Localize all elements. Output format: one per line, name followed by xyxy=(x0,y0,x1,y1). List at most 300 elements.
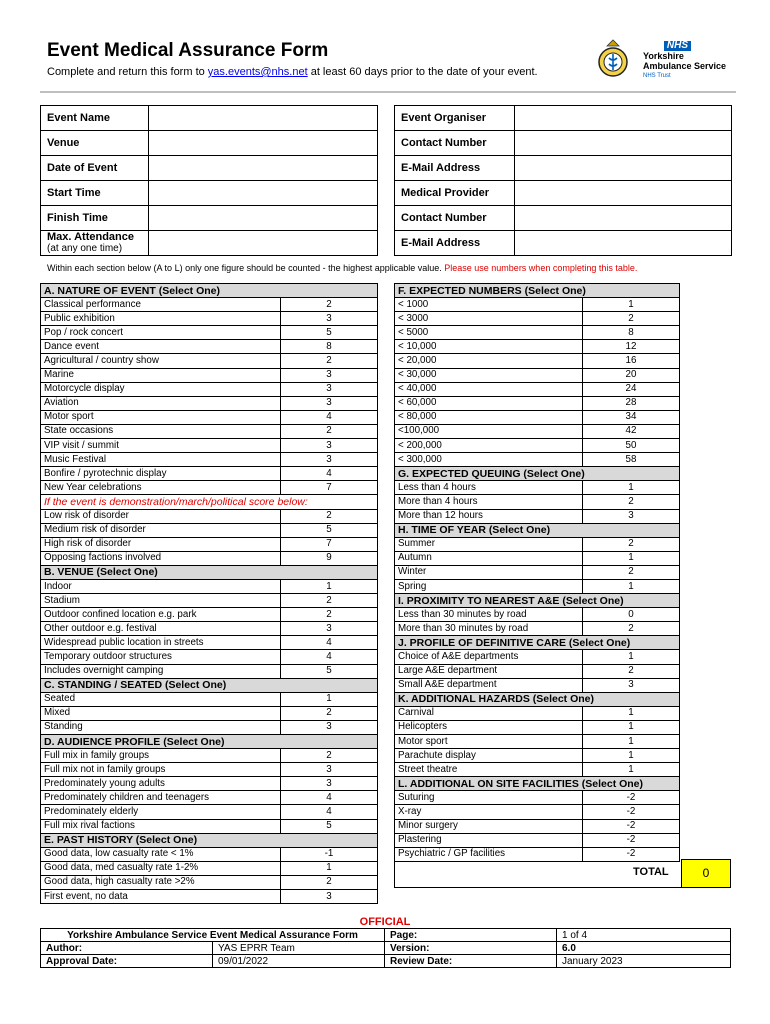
score-option-value[interactable]: 4 xyxy=(281,650,378,664)
header-divider xyxy=(40,91,736,93)
field-label-text: Event Organiser xyxy=(401,112,486,124)
event-field-input[interactable] xyxy=(149,181,378,206)
footer-approval-label: Approval Date: xyxy=(41,955,213,968)
score-option-value[interactable]: 2 xyxy=(281,875,378,889)
score-option-label: Opposing factions involved xyxy=(41,551,281,565)
score-row xyxy=(41,763,378,777)
score-row xyxy=(41,537,378,551)
score-option-value[interactable]: 50 xyxy=(583,439,680,453)
score-option-label: Music Festival xyxy=(41,453,281,467)
score-option-label: Motor sport xyxy=(395,735,583,749)
score-option-label: Suturing xyxy=(395,791,583,805)
score-option-label: Psychiatric / GP facilities xyxy=(395,847,583,861)
score-option-value[interactable]: 1 xyxy=(583,298,680,312)
score-option-label: Mixed xyxy=(41,706,281,720)
section-note: If the event is demonstration/march/political score below: xyxy=(41,495,378,509)
score-option-label: Full mix rival factions xyxy=(41,819,281,833)
score-option-value[interactable]: 2 xyxy=(583,537,680,551)
total-value[interactable]: 0 xyxy=(681,859,731,888)
score-option-value[interactable]: 34 xyxy=(583,410,680,424)
score-row xyxy=(41,396,378,410)
footer-page-label: Page: xyxy=(385,929,557,942)
score-option-label: Autumn xyxy=(395,551,583,565)
section-header: H. TIME OF YEAR (Select One) xyxy=(395,523,680,537)
score-option-label: < 30,000 xyxy=(395,368,583,382)
section-header: J. PROFILE OF DEFINITIVE CARE (Select One) xyxy=(395,636,680,650)
score-row xyxy=(41,875,378,889)
section-header: F. EXPECTED NUMBERS (Select One) xyxy=(395,284,680,298)
score-row xyxy=(41,791,378,805)
score-option-label: Includes overnight camping xyxy=(41,664,281,678)
info-row xyxy=(395,231,732,256)
score-row xyxy=(395,354,680,368)
score-row xyxy=(395,833,680,847)
score-option-label: Standing xyxy=(41,720,281,734)
score-row xyxy=(41,382,378,396)
score-option-value[interactable]: 1 xyxy=(583,706,680,720)
section-header: C. STANDING / SEATED (Select One) xyxy=(41,678,378,692)
score-option-value[interactable]: -2 xyxy=(583,791,680,805)
score-option-label: Medium risk of disorder xyxy=(41,523,281,537)
score-option-value[interactable]: 1 xyxy=(583,481,680,495)
score-option-label: Summer xyxy=(395,537,583,551)
score-option-label: First event, no data xyxy=(41,890,281,904)
score-row xyxy=(41,354,378,368)
score-option-value[interactable]: 2 xyxy=(583,622,680,636)
section-header: I. PROXIMITY TO NEAREST A&E (Select One) xyxy=(395,594,680,608)
score-row xyxy=(41,481,378,495)
score-option-label: X-ray xyxy=(395,805,583,819)
score-row xyxy=(41,847,378,861)
score-option-value[interactable]: -1 xyxy=(281,847,378,861)
score-option-value[interactable]: 3 xyxy=(281,777,378,791)
field-label-text: Max. Attendance xyxy=(47,231,135,243)
instructions-text: Within each section below (A to L) only one figure should be counted - the highest applicable value. xyxy=(47,263,442,273)
score-row xyxy=(41,594,378,608)
subtitle-text-after: at least 60 days prior to the date of your event. xyxy=(307,66,538,78)
score-option-value[interactable]: 1 xyxy=(281,861,378,875)
score-row xyxy=(41,861,378,875)
score-option-value[interactable]: 8 xyxy=(281,340,378,354)
score-option-value[interactable]: -2 xyxy=(583,847,680,861)
score-row xyxy=(41,326,378,340)
official-marking: OFFICIAL xyxy=(359,916,411,928)
score-option-label: Predominately children and teenagers xyxy=(41,791,281,805)
section-header-row xyxy=(395,467,680,481)
field-label-text: Date of Event xyxy=(47,162,118,174)
score-row xyxy=(41,523,378,537)
score-option-value[interactable]: 9 xyxy=(281,551,378,565)
info-row xyxy=(395,206,732,231)
score-option-value[interactable]: 1 xyxy=(281,579,378,593)
score-option-label: Dance event xyxy=(41,340,281,354)
score-row xyxy=(41,650,378,664)
score-option-label: Motor sport xyxy=(41,410,281,424)
field-label-text: Medical Provider xyxy=(401,187,490,199)
score-option-value[interactable]: 1 xyxy=(583,650,680,664)
organiser-field-label xyxy=(395,131,515,156)
score-option-value[interactable]: 2 xyxy=(281,706,378,720)
score-option-value[interactable]: 4 xyxy=(281,791,378,805)
score-option-value[interactable]: 1 xyxy=(583,579,680,593)
score-row xyxy=(395,424,680,438)
score-option-value[interactable]: 2 xyxy=(583,495,680,509)
score-row xyxy=(41,410,378,424)
event-field-label xyxy=(41,106,149,131)
score-row xyxy=(395,622,680,636)
logo-line-1: Yorkshire xyxy=(643,51,684,61)
score-option-value[interactable]: 4 xyxy=(281,410,378,424)
score-option-label: More than 30 minutes by road xyxy=(395,622,583,636)
section-header: L. ADDITIONAL ON SITE FACILITIES (Select One) xyxy=(395,777,680,791)
score-row xyxy=(395,805,680,819)
section-note-row xyxy=(41,495,378,509)
score-row xyxy=(395,382,680,396)
score-option-label: State occasions xyxy=(41,424,281,438)
score-row xyxy=(41,439,378,453)
section-header: E. PAST HISTORY (Select One) xyxy=(41,833,378,847)
event-field-label xyxy=(41,206,149,231)
event-field-input[interactable] xyxy=(149,231,378,256)
score-option-value[interactable]: -2 xyxy=(583,805,680,819)
event-field-label xyxy=(41,181,149,206)
sections-f-to-l-table xyxy=(394,283,680,862)
score-row xyxy=(41,636,378,650)
footer-author-label: Author: xyxy=(41,942,213,955)
score-option-label: Agricultural / country show xyxy=(41,354,281,368)
score-option-label: Outdoor confined location e.g. park xyxy=(41,608,281,622)
score-option-label: Bonfire / pyrotechnic display xyxy=(41,467,281,481)
form-subtitle xyxy=(47,66,538,78)
score-option-value[interactable]: 58 xyxy=(583,453,680,467)
field-label-text: Start Time xyxy=(47,187,101,199)
score-option-label: Plastering xyxy=(395,833,583,847)
score-option-value[interactable]: 2 xyxy=(583,312,680,326)
score-option-label: More than 4 hours xyxy=(395,495,583,509)
score-option-label: Marine xyxy=(41,368,281,382)
score-option-label: Motorcycle display xyxy=(41,382,281,396)
score-option-value[interactable]: 1 xyxy=(281,692,378,706)
score-option-value[interactable]: 42 xyxy=(583,424,680,438)
score-option-label: Helicopters xyxy=(395,720,583,734)
organiser-field-input[interactable] xyxy=(515,181,732,206)
organiser-field-label xyxy=(395,181,515,206)
score-option-value[interactable]: 2 xyxy=(281,509,378,523)
info-row xyxy=(41,181,378,206)
form-title: Event Medical Assurance Form xyxy=(47,40,329,61)
score-option-label: Less than 4 hours xyxy=(395,481,583,495)
score-row xyxy=(395,537,680,551)
score-row xyxy=(41,664,378,678)
score-row xyxy=(395,678,680,692)
field-label-text: Finish Time xyxy=(47,212,108,224)
score-option-value[interactable]: 1 xyxy=(583,763,680,777)
score-option-value[interactable]: 2 xyxy=(583,664,680,678)
score-option-label: Predominately young adults xyxy=(41,777,281,791)
score-option-label: < 300,000 xyxy=(395,453,583,467)
score-option-label: Classical performance xyxy=(41,298,281,312)
score-row xyxy=(395,608,680,622)
score-option-label: Minor surgery xyxy=(395,819,583,833)
score-row xyxy=(395,495,680,509)
score-row xyxy=(395,340,680,354)
score-option-label: < 1000 xyxy=(395,298,583,312)
score-option-label: Small A&E department xyxy=(395,678,583,692)
score-option-value[interactable]: 3 xyxy=(583,509,680,523)
score-option-label: < 60,000 xyxy=(395,396,583,410)
score-option-value[interactable]: 2 xyxy=(281,424,378,438)
score-option-label: More than 12 hours xyxy=(395,509,583,523)
score-option-value[interactable]: 2 xyxy=(583,565,680,579)
score-option-label: Temporary outdoor structures xyxy=(41,650,281,664)
score-option-value[interactable]: 1 xyxy=(583,720,680,734)
score-option-value[interactable]: 20 xyxy=(583,368,680,382)
score-option-value[interactable]: 3 xyxy=(281,396,378,410)
section-header: D. AUDIENCE PROFILE (Select One) xyxy=(41,735,378,749)
section-header-row xyxy=(395,692,680,706)
section-header: G. EXPECTED QUEUING (Select One) xyxy=(395,467,680,481)
score-option-label: < 40,000 xyxy=(395,382,583,396)
score-row xyxy=(395,706,680,720)
event-info-table xyxy=(40,105,378,256)
score-row xyxy=(395,749,680,763)
info-row xyxy=(41,231,378,256)
section-header-row xyxy=(395,284,680,298)
footer-version-value: 6.0 xyxy=(557,942,731,955)
info-row xyxy=(41,106,378,131)
score-option-value[interactable]: 1 xyxy=(583,749,680,763)
score-option-value[interactable]: 4 xyxy=(281,805,378,819)
score-option-value[interactable]: 5 xyxy=(281,326,378,340)
score-option-value[interactable]: 5 xyxy=(281,523,378,537)
section-header-row xyxy=(41,284,378,298)
score-option-value[interactable]: 3 xyxy=(281,368,378,382)
score-option-label: High risk of disorder xyxy=(41,537,281,551)
score-option-label: <100,000 xyxy=(395,424,583,438)
score-row xyxy=(41,805,378,819)
event-field-label xyxy=(41,156,149,181)
field-label-text: Contact Number xyxy=(401,212,487,224)
score-option-label: Low risk of disorder xyxy=(41,509,281,523)
score-option-value[interactable]: 2 xyxy=(281,298,378,312)
footer-doc-title: Yorkshire Ambulance Service Event Medical Assurance Form xyxy=(41,929,385,942)
footer-version-label: Version: xyxy=(385,942,557,955)
field-label-text: E-Mail Address xyxy=(401,162,481,174)
score-row xyxy=(395,410,680,424)
score-option-label: Less than 30 minutes by road xyxy=(395,608,583,622)
score-row xyxy=(41,551,378,565)
score-row xyxy=(41,312,378,326)
score-option-value[interactable]: 4 xyxy=(281,467,378,481)
event-field-input[interactable] xyxy=(149,131,378,156)
section-header-row xyxy=(395,777,680,791)
score-row xyxy=(395,368,680,382)
footer-author-value: YAS EPRR Team xyxy=(213,942,385,955)
organiser-field-label xyxy=(395,231,515,256)
score-option-value[interactable]: 1 xyxy=(583,735,680,749)
score-option-label: < 10,000 xyxy=(395,340,583,354)
event-field-label xyxy=(41,131,149,156)
score-row xyxy=(395,551,680,565)
event-field-input[interactable] xyxy=(149,106,378,131)
score-row xyxy=(395,326,680,340)
logo-line-3: NHS Trust xyxy=(643,73,671,79)
score-option-value[interactable]: 3 xyxy=(281,382,378,396)
score-row xyxy=(395,453,680,467)
score-option-label: Spring xyxy=(395,579,583,593)
sections-a-to-e-table xyxy=(40,283,378,904)
footer-approval-value: 09/01/2022 xyxy=(213,955,385,968)
organiser-field-input[interactable] xyxy=(515,156,732,181)
section-header: K. ADDITIONAL HAZARDS (Select One) xyxy=(395,692,680,706)
score-option-label: Good data, med casualty rate 1-2% xyxy=(41,861,281,875)
score-option-label: Other outdoor e.g. festival xyxy=(41,622,281,636)
score-row xyxy=(41,720,378,734)
score-option-value[interactable]: 1 xyxy=(583,551,680,565)
score-row xyxy=(395,439,680,453)
section-header-row xyxy=(395,523,680,537)
field-label-text: Event Name xyxy=(47,112,110,124)
event-field-input[interactable] xyxy=(149,206,378,231)
crest-logo-icon xyxy=(597,38,629,80)
score-row xyxy=(395,763,680,777)
score-row xyxy=(41,819,378,833)
score-option-value[interactable]: 3 xyxy=(281,622,378,636)
score-row xyxy=(395,509,680,523)
section-header-row xyxy=(395,594,680,608)
score-option-label: < 200,000 xyxy=(395,439,583,453)
email-link[interactable]: yas.events@nhs.net xyxy=(207,66,308,78)
score-option-value[interactable]: 3 xyxy=(281,439,378,453)
field-label-subtext: (at any one time) xyxy=(47,243,123,254)
field-label-text: E-Mail Address xyxy=(401,237,481,249)
score-option-value[interactable]: 3 xyxy=(281,720,378,734)
score-option-label: Stadium xyxy=(41,594,281,608)
score-option-label: VIP visit / summit xyxy=(41,439,281,453)
score-option-label: Pop / rock concert xyxy=(41,326,281,340)
score-row xyxy=(41,692,378,706)
score-option-label: Parachute display xyxy=(395,749,583,763)
score-row xyxy=(395,720,680,734)
score-option-value[interactable]: 3 xyxy=(281,453,378,467)
score-option-value[interactable]: 3 xyxy=(583,678,680,692)
score-option-value[interactable]: 0 xyxy=(583,608,680,622)
score-row xyxy=(41,890,378,904)
score-option-label: Seated xyxy=(41,692,281,706)
field-label-text: Contact Number xyxy=(401,137,487,149)
score-row xyxy=(41,777,378,791)
score-option-value[interactable]: 3 xyxy=(281,312,378,326)
score-option-label: Good data, low casualty rate < 1% xyxy=(41,847,281,861)
score-option-value[interactable]: -2 xyxy=(583,819,680,833)
score-option-value[interactable]: 12 xyxy=(583,340,680,354)
score-row xyxy=(41,298,378,312)
organiser-field-input[interactable] xyxy=(515,231,732,256)
score-option-label: Widespread public location in streets xyxy=(41,636,281,650)
organiser-field-input[interactable] xyxy=(515,131,732,156)
score-row xyxy=(41,368,378,382)
info-row xyxy=(41,206,378,231)
score-option-label: Aviation xyxy=(41,396,281,410)
score-row xyxy=(41,579,378,593)
score-option-value[interactable]: 16 xyxy=(583,354,680,368)
score-option-label: New Year celebrations xyxy=(41,481,281,495)
score-row xyxy=(395,298,680,312)
score-option-value[interactable]: 3 xyxy=(281,763,378,777)
total-label: TOTAL xyxy=(633,866,669,878)
score-option-value[interactable]: 7 xyxy=(281,481,378,495)
score-row xyxy=(41,424,378,438)
score-option-value[interactable]: 7 xyxy=(281,537,378,551)
score-option-value[interactable]: 2 xyxy=(281,354,378,368)
score-row xyxy=(41,622,378,636)
organiser-field-label xyxy=(395,106,515,131)
logo-line-2: Ambulance Service xyxy=(643,61,727,71)
score-option-value[interactable]: 24 xyxy=(583,382,680,396)
score-option-value[interactable]: 2 xyxy=(281,749,378,763)
score-row xyxy=(395,579,680,593)
info-row xyxy=(395,131,732,156)
document-footer-table xyxy=(40,928,731,968)
score-row xyxy=(41,749,378,763)
score-row xyxy=(41,453,378,467)
score-option-label: Predominately elderly xyxy=(41,805,281,819)
score-row xyxy=(395,819,680,833)
section-header-row xyxy=(41,678,378,692)
instructions-warning: Please use numbers when completing this table. xyxy=(444,263,638,273)
footer-page-value: 1 of 4 xyxy=(557,929,731,942)
organiser-info-table xyxy=(394,105,732,256)
organiser-field-input[interactable] xyxy=(515,106,732,131)
info-row xyxy=(41,156,378,181)
score-option-value[interactable]: 3 xyxy=(281,890,378,904)
score-row xyxy=(41,608,378,622)
section-header-row xyxy=(395,636,680,650)
info-row xyxy=(395,181,732,206)
score-option-value[interactable]: 5 xyxy=(281,819,378,833)
event-field-label xyxy=(41,231,149,256)
score-option-value[interactable]: 2 xyxy=(281,608,378,622)
score-option-value[interactable]: -2 xyxy=(583,833,680,847)
score-option-label: < 80,000 xyxy=(395,410,583,424)
score-row xyxy=(41,509,378,523)
score-option-label: Full mix not in family groups xyxy=(41,763,281,777)
organiser-field-label xyxy=(395,156,515,181)
score-option-value[interactable]: 8 xyxy=(583,326,680,340)
score-row xyxy=(41,706,378,720)
nhs-badge: NHS xyxy=(664,41,691,51)
score-option-value[interactable]: 4 xyxy=(281,636,378,650)
score-row xyxy=(395,650,680,664)
score-option-label: Full mix in family groups xyxy=(41,749,281,763)
score-row xyxy=(395,664,680,678)
score-row xyxy=(395,735,680,749)
score-option-label: < 5000 xyxy=(395,326,583,340)
score-option-value[interactable]: 2 xyxy=(281,594,378,608)
info-row xyxy=(395,106,732,131)
section-header-row xyxy=(41,735,378,749)
score-option-label: < 3000 xyxy=(395,312,583,326)
organiser-field-input[interactable] xyxy=(515,206,732,231)
score-option-label: Large A&E department xyxy=(395,664,583,678)
score-option-label: Carnival xyxy=(395,706,583,720)
score-option-label: Public exhibition xyxy=(41,312,281,326)
event-field-input[interactable] xyxy=(149,156,378,181)
score-option-value[interactable]: 5 xyxy=(281,664,378,678)
score-row xyxy=(395,312,680,326)
score-option-value[interactable]: 28 xyxy=(583,396,680,410)
section-header-row xyxy=(41,833,378,847)
